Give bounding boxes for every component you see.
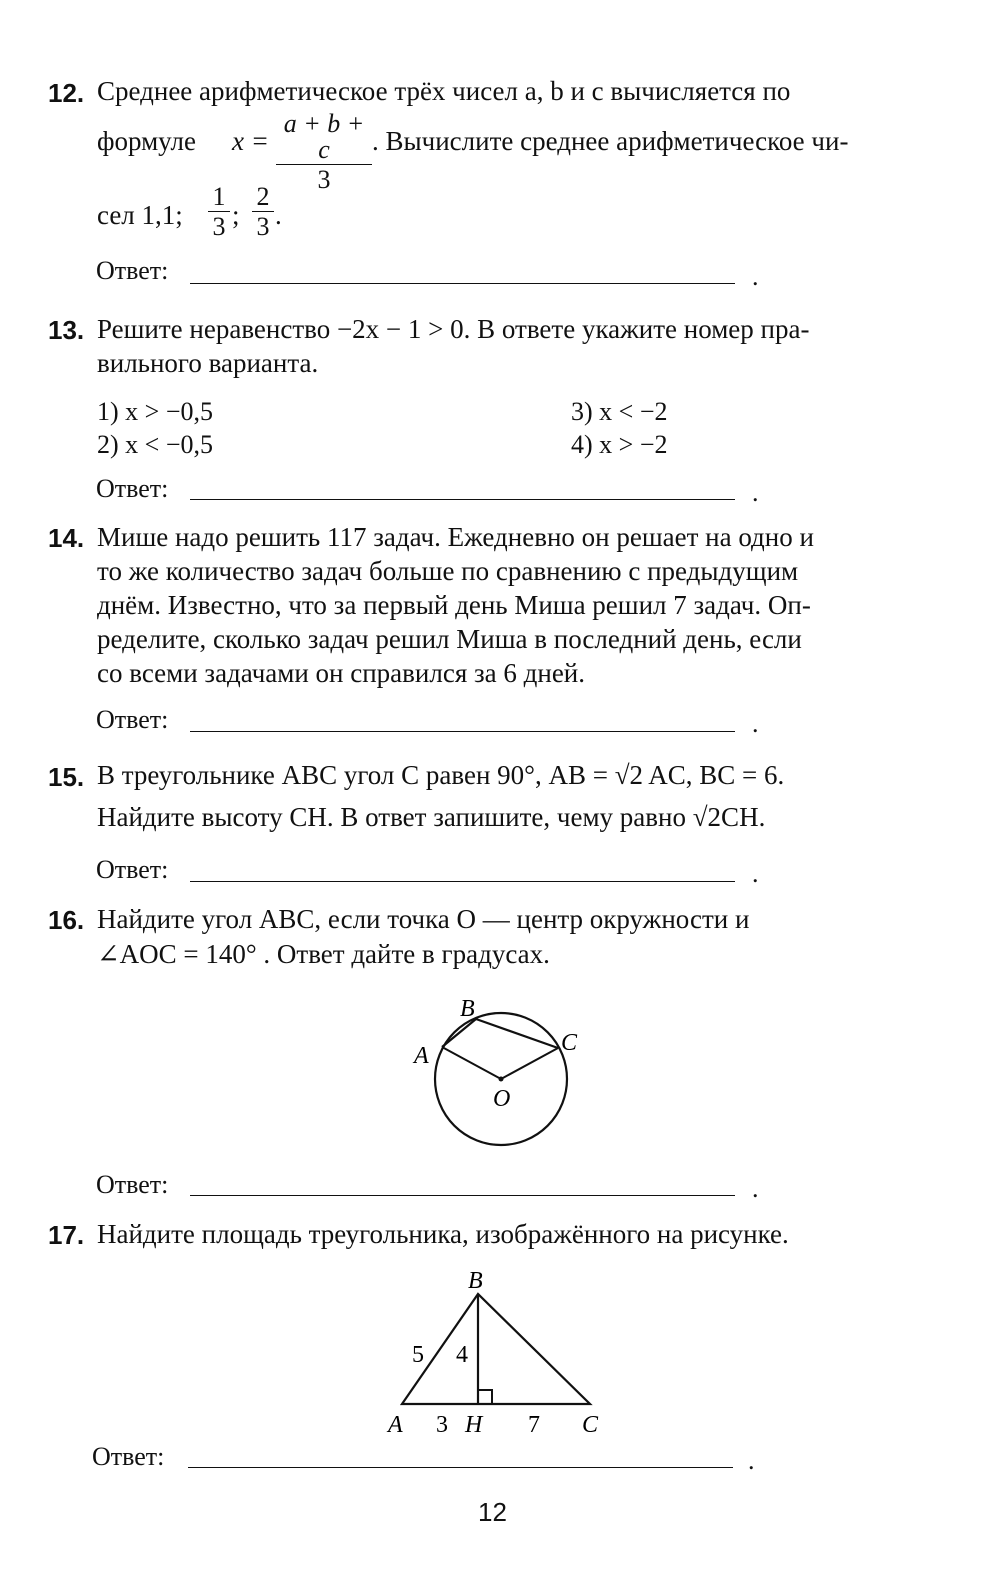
- problem-15-answer-dot: .: [752, 859, 759, 888]
- label-b: B: [460, 996, 475, 1022]
- problem-13-answer-line[interactable]: [190, 499, 735, 500]
- problem-12-fraction-one-third: [208, 184, 230, 240]
- label-c: C: [582, 1412, 599, 1438]
- problem-15-number: 15.: [48, 762, 85, 792]
- problem-14-answer-label: Ответ:: [96, 705, 169, 734]
- problem-12-formula-fraction: [276, 111, 372, 193]
- problem-12-separator: ;: [232, 200, 240, 230]
- problem-13-option-2: 2) x < −0,5: [97, 430, 213, 459]
- problem-13-line2: вильного варианта.: [97, 348, 319, 378]
- label-b: B: [468, 1268, 483, 1294]
- label-c: C: [561, 1030, 578, 1056]
- problem-14-line: то же количество задач больше по сравнению с предыдущим: [97, 556, 799, 586]
- problem-15-line1: В треугольнике ABC угол C равен 90°, AB = √2 AC, BC = 6.: [97, 760, 785, 790]
- problem-16-line1: Найдите угол ABC, если точка O — центр окружности и: [97, 904, 750, 934]
- problem-17-number: 17.: [48, 1220, 85, 1250]
- problem-13-line1: Решите неравенство −2x − 1 > 0. В ответе укажите номер пра-: [97, 314, 810, 344]
- problem-16-answer-line[interactable]: [190, 1195, 735, 1196]
- problem-13-option-3: 3) x < −2: [571, 397, 668, 426]
- chord-ab: [442, 1019, 476, 1047]
- right-angle-mark: [478, 1390, 492, 1404]
- problem-14-answer-dot: .: [752, 709, 759, 738]
- fraction-denominator: 3: [212, 212, 226, 241]
- formula-denominator: 3: [317, 165, 331, 194]
- problem-16-answer-label: Ответ:: [96, 1170, 169, 1199]
- triangle-figure: [380, 1262, 620, 1442]
- problem-13-option-4: 4) x > −2: [571, 430, 668, 459]
- problem-12-line2-rest: . Вычислите среднее арифметическое чи-: [372, 126, 849, 156]
- problem-12-formula-x: x =: [232, 126, 269, 156]
- problem-17-answer-dot: .: [748, 1446, 755, 1475]
- problem-12-answer-dot: .: [752, 262, 759, 291]
- problem-13-option-1: 1) x > −0,5: [97, 397, 213, 426]
- page-number: 12: [478, 1497, 507, 1527]
- label-segment-ah: 3: [436, 1412, 448, 1438]
- problem-17-answer-line[interactable]: [188, 1467, 733, 1468]
- label-segment-hc: 7: [528, 1412, 540, 1438]
- problem-12-line1: Среднее арифметическое трёх чисел a, b и c вычисляется по: [97, 76, 791, 106]
- fraction-numerator: 1: [212, 182, 226, 211]
- label-o: O: [493, 1086, 511, 1112]
- chord-bc: [476, 1019, 558, 1048]
- problem-12-fraction-two-thirds: [252, 184, 274, 240]
- problem-17-answer-label: Ответ:: [92, 1442, 165, 1471]
- radius-oa: [442, 1047, 501, 1079]
- triangle-abc: [402, 1294, 590, 1404]
- fraction-denominator: 3: [256, 212, 270, 241]
- problem-13-answer-dot: .: [752, 478, 759, 507]
- label-side-ab: 5: [412, 1342, 424, 1368]
- problem-13-answer-label: Ответ:: [96, 474, 169, 503]
- fraction-numerator: 2: [256, 182, 270, 211]
- problem-15-answer-label: Ответ:: [96, 855, 169, 884]
- problem-17-line1: Найдите площадь треугольника, изображённого на рисунке.: [97, 1219, 789, 1249]
- label-a: A: [388, 1412, 403, 1438]
- problem-15-answer-line[interactable]: [190, 881, 735, 882]
- problem-16-answer-dot: .: [752, 1174, 759, 1203]
- problem-14-line: днём. Известно, что за первый день Миша решил 7 задач. Оп-: [97, 590, 811, 620]
- center-point: [499, 1077, 504, 1082]
- problem-14-number: 14.: [48, 523, 85, 553]
- problem-14-line: со всеми задачами он справился за 6 дней.: [97, 658, 586, 688]
- problem-16-line2: ∠AOC = 140° . Ответ дайте в градусах.: [97, 939, 550, 969]
- label-h: H: [465, 1412, 483, 1438]
- label-side-bh: 4: [456, 1342, 468, 1368]
- problem-12-line3-prefix: сел 1,1;: [97, 200, 183, 230]
- problem-13-number: 13.: [48, 315, 85, 345]
- problem-12-formula-prefix: формуле: [97, 126, 196, 156]
- problem-12-number: 12.: [48, 78, 85, 108]
- problem-12-answer-label: Ответ:: [96, 256, 169, 285]
- problem-16-number: 16.: [48, 905, 85, 935]
- problem-15-line2: Найдите высоту CH. В ответ запишите, чему равно √2CH.: [97, 802, 766, 832]
- problem-12-end: .: [275, 200, 282, 230]
- problem-12-answer-line[interactable]: [190, 283, 735, 284]
- problem-14-line: ределите, сколько задач решил Миша в последний день, если: [97, 624, 802, 654]
- circle-angle-figure: [400, 988, 600, 1148]
- problem-14-answer-line[interactable]: [190, 731, 735, 732]
- label-a: A: [414, 1043, 429, 1069]
- problem-14-line: Мише надо решить 117 задач. Ежедневно он решает на одно и: [97, 522, 814, 552]
- radius-oc: [501, 1048, 558, 1079]
- formula-numerator: a + b + c: [283, 109, 365, 164]
